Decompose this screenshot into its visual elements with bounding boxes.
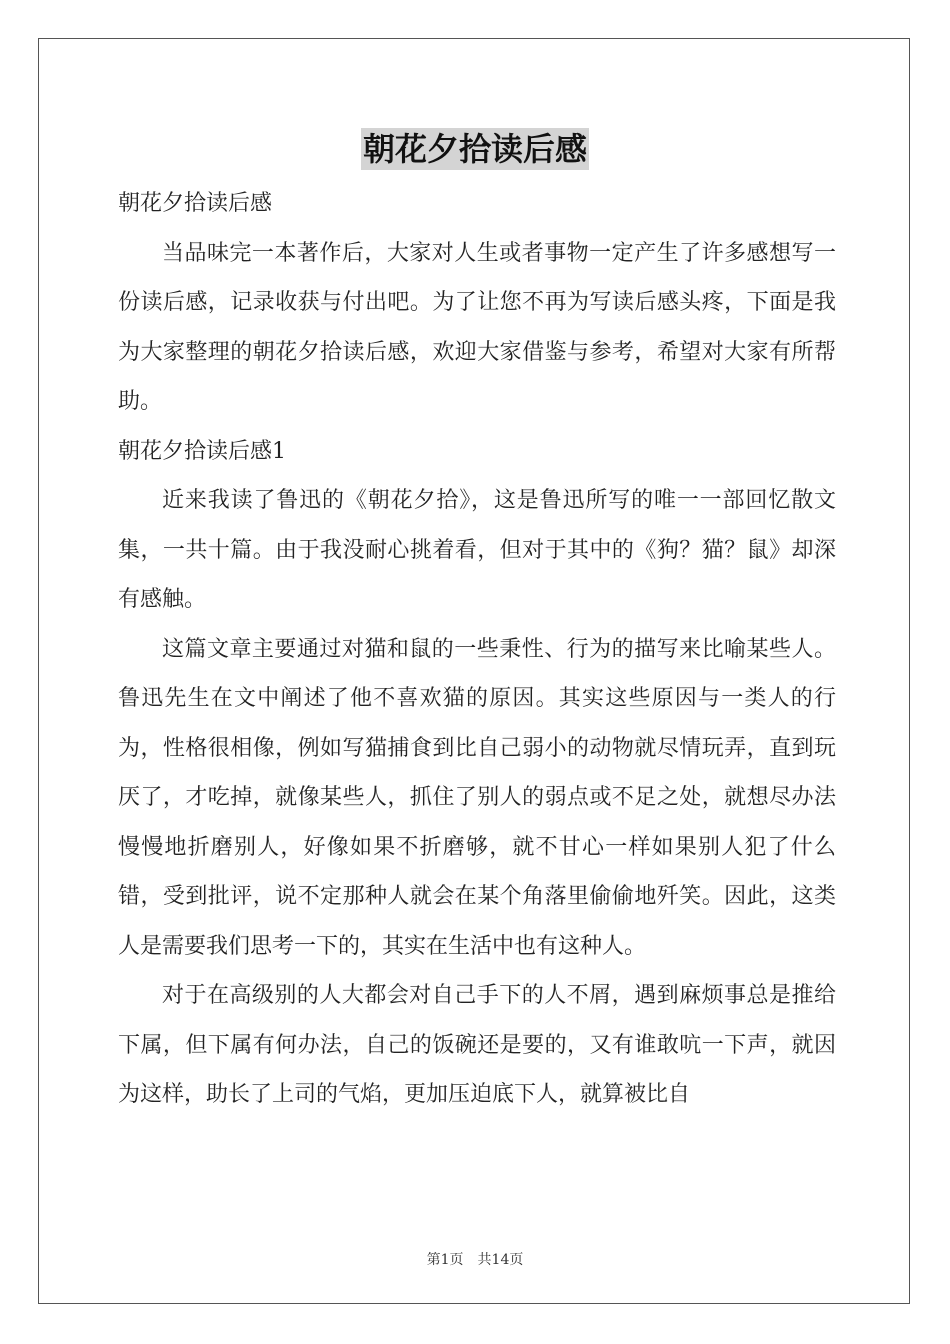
page-footer — [0, 1249, 950, 1269]
section-heading: 朝花夕拾读后感1 — [118, 438, 286, 464]
page-number: 第1页 共14页 — [426, 1252, 524, 1268]
body-paragraph-3: 对于在高级别的人大都会对自己手下的人不屑，遇到麻烦事总是推给下属，但下属有何办法，自己的饭碗还是要的，又有谁敢吭一下声，就因为这样，助长了上司的气焰，更加压迫底下人，就算被比自 — [118, 983, 836, 1107]
document-body — [118, 179, 836, 1120]
title-container — [0, 128, 950, 170]
body-paragraph-2: 这篇文章主要通过对猫和鼠的一些秉性、行为的描写来比喻某些人。鲁迅先生在文中阐述了他不喜欢猫的原因。其实这些原因与一类人的行为，性格很相像，例如写猫捕食到比自己弱小的动物就尽情玩弄，直到玩厌了，才吃掉，就像某些人，抓住了别人的弱点或不足之处，就想尽办法慢慢地折磨别人，好像如果不折磨够，就不甘心一样如果别人犯了什么错，受到批评，说不定那种人就会在某个角落里偷偷地歼笑。因此，这类人是需要我们思考一下的，其实在生活中也有这种人。 — [118, 636, 836, 959]
body-paragraph-1: 近来我读了鲁迅的《朝花夕拾》，这是鲁迅所写的唯一一部回忆散文集，一共十篇。由于我没耐心挑着看，但对于其中的《狗？猫？鼠》却深有感触。 — [118, 488, 836, 612]
document-title: 朝花夕拾读后感 — [362, 130, 587, 168]
intro-paragraph: 当品味完一本著作后，大家对人生或者事物一定产生了许多感想写一份读后感，记录收获与付出吧。为了让您不再为写读后感头疼，下面是我为大家整理的朝花夕拾读后感，欢迎大家借鉴与参考，希望对大家有所帮助。 — [118, 240, 836, 414]
document-subtitle: 朝花夕拾读后感 — [118, 191, 273, 216]
